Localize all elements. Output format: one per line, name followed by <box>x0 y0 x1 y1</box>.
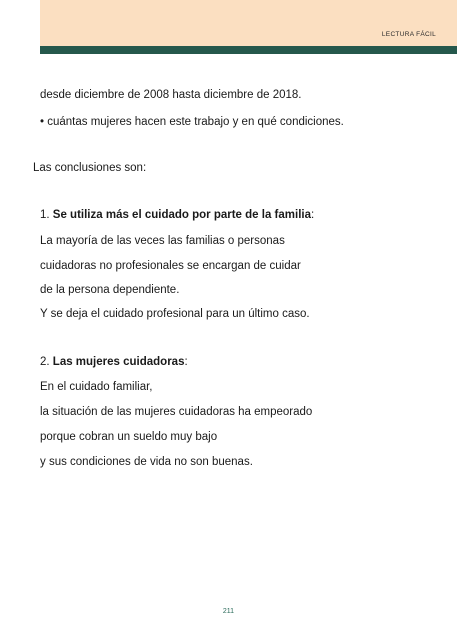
point-2-line-1: En el cuidado familiar, <box>40 381 153 393</box>
intro-line-1: desde diciembre de 2008 hasta diciembre de 2018. <box>40 89 302 101</box>
point-1-heading <box>40 208 314 222</box>
intro-bullet: • cuántas mujeres hacen este trabajo y en qué condiciones. <box>40 116 344 128</box>
point-2-suffix: : <box>184 356 188 368</box>
point-2-line-4: y sus condiciones de vida no son buenas. <box>40 456 253 468</box>
header-rule <box>40 46 457 54</box>
page-number: 211 <box>222 608 235 615</box>
header-band <box>40 0 457 46</box>
point-2-line-2: la situación de las mujeres cuidadoras ha empeorado <box>40 406 313 418</box>
point-1-line-4: Y se deja el cuidado profesional para un último caso. <box>40 308 310 320</box>
point-1-line-3: de la persona dependiente. <box>40 284 180 296</box>
section-label: LECTURA FÁCIL <box>381 31 436 38</box>
point-1-suffix: : <box>311 209 315 221</box>
point-2-heading <box>40 355 188 369</box>
point-2-number: 2. <box>40 356 53 368</box>
point-1-line-2: cuidadoras no profesionales se encargan de cuidar <box>40 260 301 272</box>
conclusions-heading: Las conclusiones son: <box>33 162 147 174</box>
point-2-title: Las mujeres cuidadoras <box>52 356 185 368</box>
point-1-line-1: La mayoría de las veces las familias o personas <box>40 235 285 247</box>
point-1-number: 1. <box>40 209 53 221</box>
point-2-line-3: porque cobran un sueldo muy bajo <box>40 431 218 443</box>
point-1-title: Se utiliza más el cuidado por parte de la familia <box>52 209 311 221</box>
